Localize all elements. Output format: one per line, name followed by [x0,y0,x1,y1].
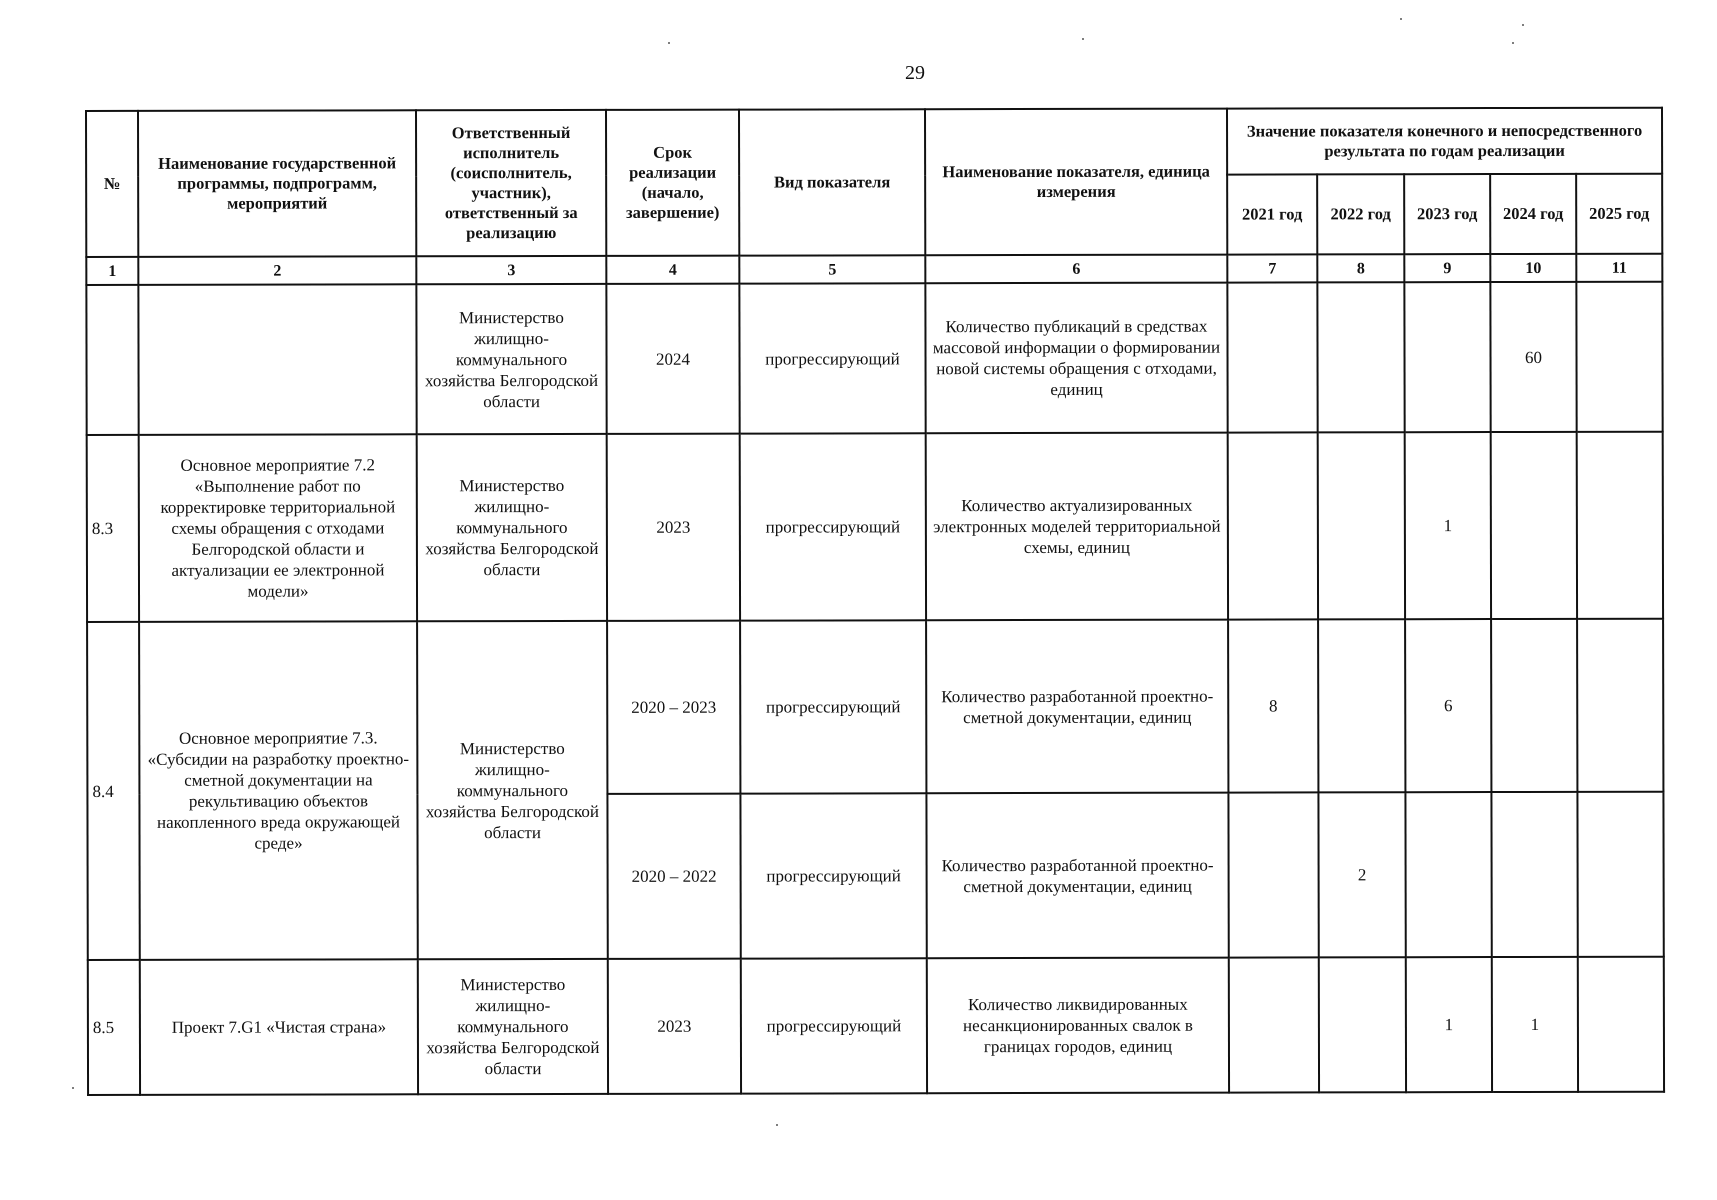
column-number: 4 [606,256,739,284]
row-indicator-name: Количество разработанной проектно-сметной документации, единиц [926,793,1228,959]
column-number: 1 [86,257,138,285]
header-year-2024: 2024 год [1490,174,1576,254]
column-number: 9 [1404,254,1490,282]
row-executor: Министерство жилищно-коммунального хозяйства Белгородской области [417,621,608,959]
table-row [87,432,1663,622]
row-value-2025 [1577,432,1663,619]
row-executor: Министерство жилищно-коммунального хозяйства Белгородской области [418,959,608,1094]
row-value-2024: 1 [1492,957,1578,1092]
header-executor: Ответственный исполнитель (соисполнитель, участник), ответственный за реализацию [416,110,606,256]
indicators-table [85,107,1665,1096]
row-value-2022 [1318,619,1405,792]
row-value-2025 [1576,282,1662,432]
row-no: 8.3 [87,435,139,622]
column-number: 7 [1227,254,1317,282]
row-value-2022 [1318,432,1405,619]
row-value-2021 [1227,282,1317,432]
row-no: 8.5 [88,960,140,1095]
row-value-2024: 60 [1490,282,1576,432]
column-numbers-row [86,254,1662,285]
column-number: 8 [1317,254,1404,282]
row-value-2023: 6 [1405,619,1491,792]
header-year-2023: 2023 год [1404,174,1490,254]
column-number: 6 [925,255,1227,284]
row-term: 2023 [608,959,741,1094]
column-number: 11 [1576,254,1662,282]
column-number: 10 [1490,254,1576,282]
header-indicator-name: Наименование показателя, единица измерения [925,109,1227,256]
row-indicator-type: прогрессирующий [739,283,925,433]
table-row [87,619,1663,795]
row-indicator-type: прогрессирующий [740,433,926,620]
row-indicator-name: Количество актуализированных электронных моделей территориальной схемы, единиц [926,433,1228,621]
row-program: Основное мероприятие 7.3. «Субсидии на разработку проектно-сметной документации на рекультивацию объектов накопленного вреда окружающей среде» [139,621,418,960]
row-executor: Министерство жилищно-коммунального хозяйства Белгородской области [416,284,606,434]
row-term: 2023 [607,434,740,621]
header-program-name: Наименование государственной программы, подпрограмм, мероприятий [138,110,416,257]
row-indicator-name: Количество публикаций в средствах массовой информации о формировании новой системы обращения с отходами, единиц [925,283,1227,434]
row-value-2024 [1491,619,1577,792]
scan-speck [776,1124,778,1126]
scan-speck [72,1087,74,1089]
row-value-2022: 2 [1318,792,1405,957]
row-no: 8.4 [87,622,140,960]
row-term: 2020 – 2023 [607,621,740,794]
header-values-group: Значение показателя конечного и непосредственного результата по годам реализации [1227,108,1662,175]
row-value-2021 [1228,792,1318,957]
column-number: 5 [739,255,925,283]
header-year-2021: 2021 год [1227,174,1317,254]
row-program [138,284,416,435]
row-indicator-type: прогрессирующий [740,793,926,958]
row-value-2023 [1404,282,1490,432]
scan-speck [668,42,670,44]
row-value-2023: 1 [1406,957,1492,1092]
scan-speck [1512,42,1514,44]
row-value-2021 [1229,957,1319,1092]
row-executor: Министерство жилищно-коммунального хозяйства Белгородской области [417,434,607,621]
row-indicator-type: прогрессирующий [741,958,927,1093]
scan-speck [1522,24,1524,26]
row-value-2021: 8 [1228,619,1318,792]
row-value-2025 [1577,619,1663,792]
row-value-2021 [1228,432,1318,619]
scan-speck [1082,38,1084,40]
header-indicator-type: Вид показателя [739,109,925,255]
row-term: 2024 [606,284,739,434]
row-value-2022 [1317,282,1404,432]
row-program: Проект 7.G1 «Чистая страна» [140,959,418,1095]
header-term: Срок реализации (начало, завершение) [606,110,739,256]
row-indicator-name: Количество ликвидированных несанкционированных свалок в границах городов, единиц [927,958,1229,1094]
row-program: Основное мероприятие 7.2 «Выполнение работ по корректировке территориальной схемы обращения с отходами Белгородской области и актуализации ее электронной модели» [139,434,417,622]
table-row [86,282,1662,435]
row-value-2025 [1577,792,1663,957]
row-value-2025 [1578,957,1664,1092]
row-value-2024 [1491,792,1577,957]
header-year-2025: 2025 год [1576,174,1662,254]
row-value-2023 [1405,792,1491,957]
header-no: № [86,111,138,257]
header-year-2022: 2022 год [1317,174,1404,254]
row-no [86,285,138,435]
row-value-2023: 1 [1405,432,1491,619]
table-row [88,957,1664,1095]
column-number: 3 [416,256,606,284]
row-value-2022 [1319,957,1406,1092]
scan-speck [1400,18,1402,20]
row-indicator-name: Количество разработанной проектно-сметной документации, единиц [926,620,1228,794]
row-value-2024 [1491,432,1577,619]
page-number: 29 [905,62,925,84]
column-number: 2 [138,256,416,285]
row-indicator-type: прогрессирующий [740,620,926,793]
row-term: 2020 – 2022 [607,794,740,959]
